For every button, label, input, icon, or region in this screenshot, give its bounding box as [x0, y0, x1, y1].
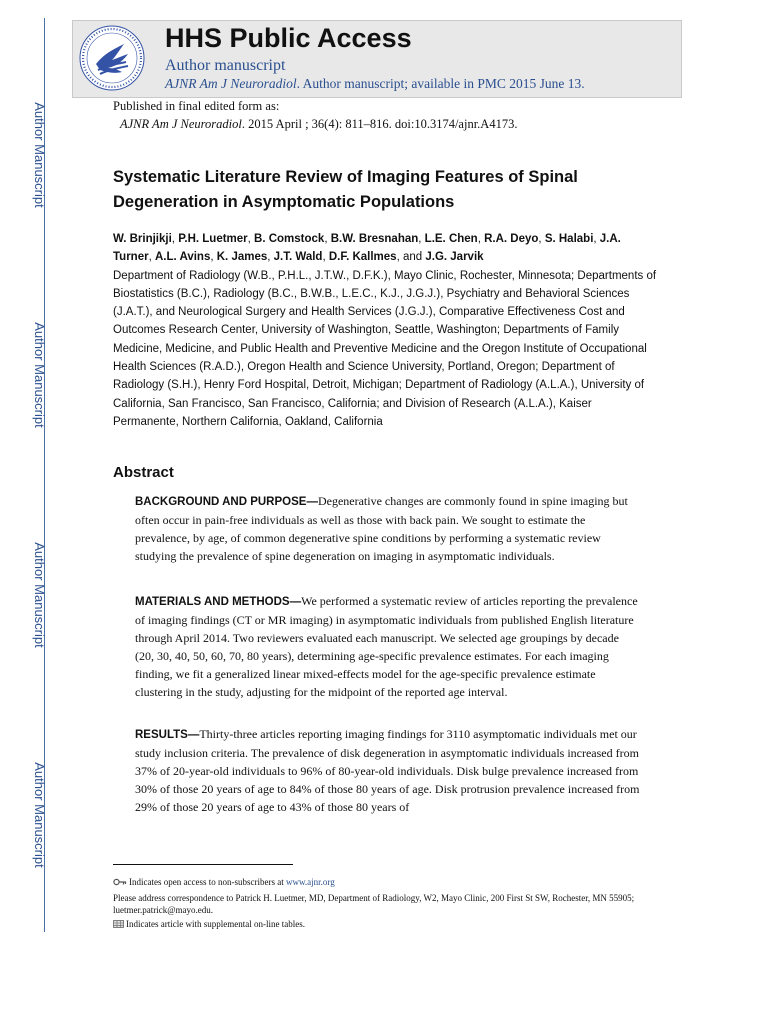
- banner-citation-rest: . Author manuscript; available in PMC 2015 June 13.: [296, 76, 585, 91]
- abstract-results-text: Thirty-three articles reporting imaging findings for 3110 asymptomatic individuals met our study inclusion criteria. The prevalence of disk degeneration in asymptomatic individuals increased from 37% of 20-year-old individuals to 96% of 80-year-old individuals. Disk bulge prevalence increased from 30% of those 20 years of age to 84% of those 80 years of age. Disk protrusion prevalence increased from 29% of those 20 years of age to 43% of those 80 years of: [135, 727, 640, 814]
- hhs-eagle-logo-icon: [78, 24, 146, 92]
- author-conjunction: , and: [396, 251, 426, 264]
- side-label-text: Author Manuscript: [32, 322, 47, 428]
- author-name: L.E. Chen: [424, 233, 478, 245]
- abstract-methods-paragraph: [135, 592, 640, 701]
- author-name: J.G. Jarvik: [425, 251, 484, 264]
- author-name: A.L. Avins: [154, 251, 211, 264]
- author-name: R.A. Deyo: [484, 233, 539, 245]
- author-name: J.T. Wald: [273, 251, 323, 264]
- banner-citation: [165, 76, 585, 92]
- author-name: D.F. Kallmes: [328, 251, 397, 264]
- author-name: B.W. Bresnahan: [330, 233, 419, 245]
- author-name: B. Comstock: [254, 233, 325, 245]
- published-details: . 2015 April ; 36(4): 811–816. doi:10.3174/ajnr.A4173.: [241, 117, 518, 131]
- banner-citation-journal: AJNR Am J Neuroradiol: [165, 76, 297, 91]
- banner-title: HHS Public Access: [165, 23, 412, 53]
- abstract-results-lead: RESULTS—: [135, 729, 200, 741]
- side-label-author-manuscript: [31, 740, 47, 890]
- author-name: P.H. Luetmer: [178, 233, 248, 245]
- footnote-supplemental: [113, 919, 658, 932]
- author-name: K. James: [216, 251, 268, 264]
- abstract-heading: Abstract: [113, 464, 174, 481]
- side-label-author-manuscript: [31, 80, 47, 230]
- author-block: W. Brinjikji, P.H. Luetmer, B. Comstock, B.W. Bresnahan, L.E. Chen, R.A. Deyo, S. Halabi, J.A. Turner, A.L. Avins, K. James, J.T. Wald, D.F. Kallmes, and J.G. Jarvik Department of Radiology (W.B., P.H.L., J.T.W., D.F.K.), Mayo Clinic, Rochester, Minnesota; Departments of Biostatistics (B.C.), Radiology (B.C., B.W.B., L.E.C., K.J., J.G.J.), Psychiatry and Behavioral Sciences (J.A.T.), and Neurological Surgery and Health Services (J.G.J.), Comparative Effectiveness Cost and Outcomes Research Center, University of Washington, Seattle, Washington; Departments of Family Medicine, Medicine, and Public Health and Preventive Medicine and the Oregon Institute of Occupational Health Sciences (R.A.D.), Oregon Health and Science University, Portland, Oregon; Department of Radiology (S.H.), Henry Ford Hospital, Detroit, Michigan; Department of Radiology (A.L.A.), University of California, San Francisco, San Francisco, California; and Division of Research (A.L.A.), Kaiser Permanente, Northern California, Oakland, California: [113, 233, 657, 428]
- side-label-text: Author Manuscript: [32, 762, 47, 868]
- side-label-author-manuscript: [31, 300, 47, 450]
- footnote-correspondence: Please address correspondence to Patrick H. Luetmer, MD, Department of Radiology, W2, Mayo Clinic, 200 First St SW, Rochester, MN 55905; luetmer.patrick@mayo.edu.: [113, 893, 635, 915]
- abstract-results-paragraph: [135, 725, 640, 816]
- open-access-key-icon: [113, 878, 127, 890]
- published-label: Published in final edited form as:: [113, 99, 280, 113]
- abstract-background-lead: BACKGROUND AND PURPOSE—: [135, 496, 318, 508]
- footnote-supplemental-text: Indicates article with supplemental on-line tables.: [126, 919, 305, 929]
- side-label-author-manuscript: [31, 520, 47, 670]
- author-name: W. Brinjikji: [113, 233, 172, 245]
- footnote-divider: [113, 864, 293, 865]
- published-citation: [120, 117, 517, 132]
- abstract-methods-lead: MATERIALS AND METHODS—: [135, 596, 302, 608]
- footnote-open-access: [113, 877, 658, 890]
- banner-subtitle: Author manuscript: [165, 57, 286, 74]
- published-journal: AJNR Am J Neuroradiol: [120, 117, 242, 131]
- table-icon: [113, 920, 124, 932]
- side-label-text: Author Manuscript: [32, 102, 47, 208]
- footnote-open-access-text: Indicates open access to non-subscribers at: [129, 877, 286, 887]
- abstract-background-text: Degenerative changes are commonly found in spine imaging but often occur in pain-free individuals as well as those with back pain. We sought to estimate the prevalence, by age, of common degenerative spine conditions by performing a systematic review studying the prevalence of spine degeneration on imaging in asymptomatic individuals.: [135, 494, 628, 563]
- abstract-background-paragraph: [135, 492, 640, 565]
- article-title: Systematic Literature Review of Imaging Features of Spinal Degeneration in Asymptomatic Populations: [113, 168, 578, 211]
- author-name: J.A. Turner: [113, 233, 621, 264]
- side-label-text: Author Manuscript: [32, 542, 47, 648]
- ajnr-website-link[interactable]: www.ajnr.org: [285, 877, 335, 887]
- author-affiliations: Department of Radiology (W.B., P.H.L., J.T.W., D.F.K.), Mayo Clinic, Rochester, Minnesota; Departments of Biostatistics (B.C.), Radiology (B.C., B.W.B., L.E.C., K.J., J.G.J.), Psychiatry and Behavioral Sciences (J.A.T.), and Neurological Surgery and Health Services (J.G.J.), Comparative Effectiveness Cost and Outcomes Research Center, University of Washington, Seattle, Washington; Departments of Family Medicine, Medicine, and Public Health and Preventive Medicine and the Oregon Institute of Occupational Health Sciences (R.A.D.), Oregon Health and Science University, Portland, Oregon; Department of Radiology (S.H.), Henry Ford Hospital, Detroit, Michigan; Department of Radiology (A.L.A.), University of California, San Francisco, San Francisco, California; and Division of Research (A.L.A.), Kaiser Permanente, Northern California, Oakland, California: [113, 269, 657, 428]
- abstract-methods-text: We performed a systematic review of articles reporting the prevalence of imaging findings (CT or MR imaging) in asymptomatic individuals from published English literature through April 2014. Two reviewers evaluated each manuscript. We selected age groupings by decade (20, 30, 40, 50, 60, 70, 80 years), determining age-specific prevalence estimates. For each imaging finding, we fit a generalized linear mixed-effects model for the age-specific prevalence estimate clustering in the study, adjusting for the midpoint of the reported age interval.: [135, 594, 638, 699]
- author-name: S. Halabi: [544, 233, 594, 245]
